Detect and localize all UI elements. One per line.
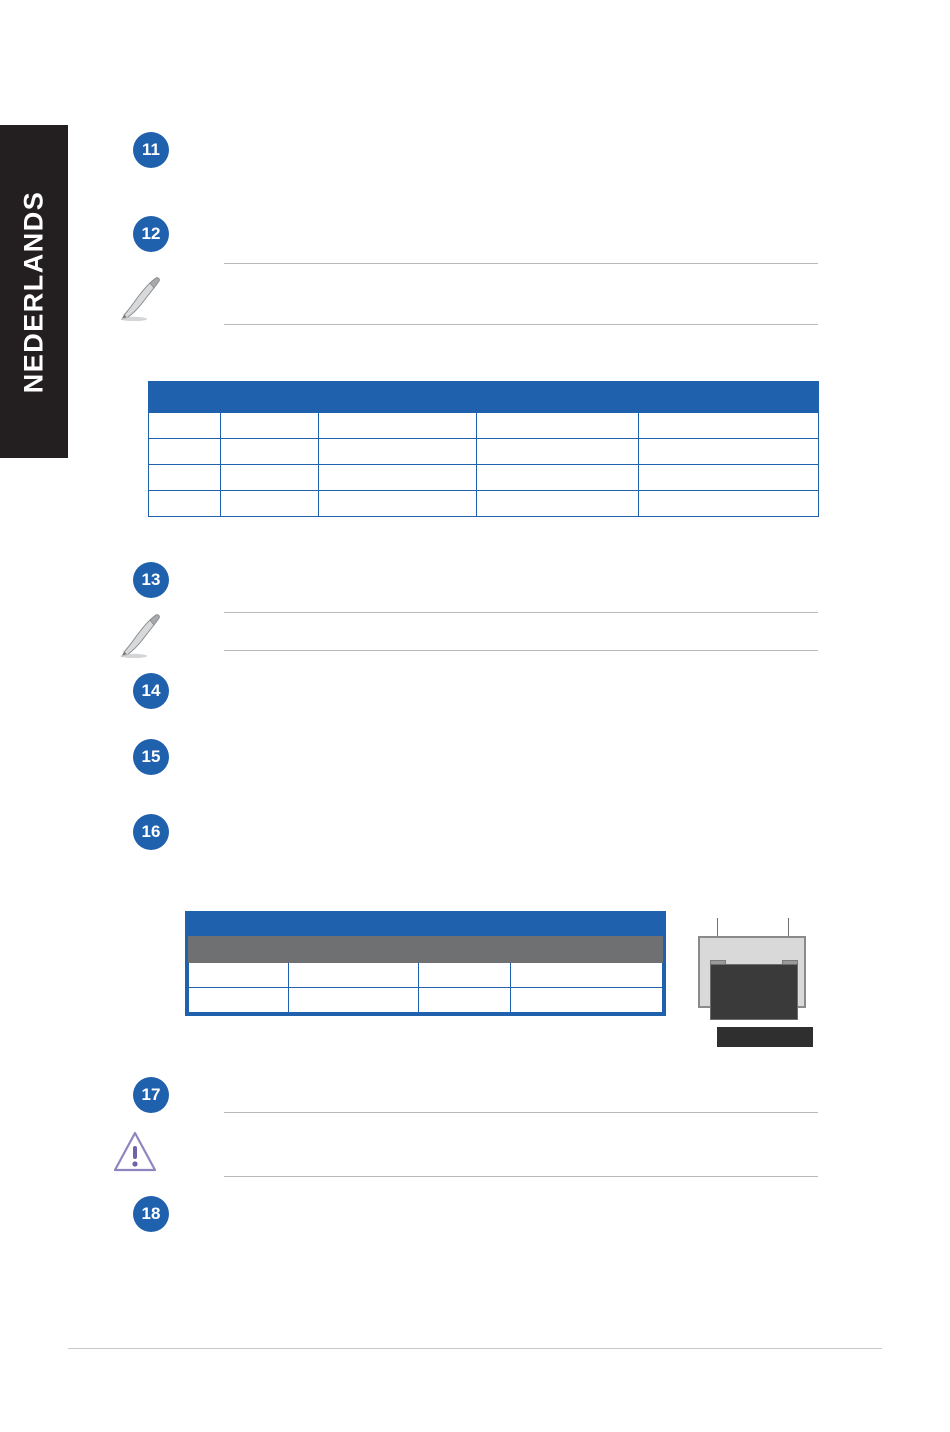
table-cell bbox=[289, 988, 419, 1013]
footer-divider bbox=[68, 1348, 882, 1349]
note-rule-top-2 bbox=[224, 612, 818, 613]
lan-port-opening bbox=[710, 964, 798, 1020]
table-row bbox=[189, 988, 663, 1013]
table-cell bbox=[477, 413, 639, 439]
step-bullet-17: 17 bbox=[133, 1077, 169, 1113]
table-cell bbox=[289, 936, 419, 963]
table-cell bbox=[419, 936, 511, 963]
step-bullet-18: 18 bbox=[133, 1196, 169, 1232]
table-cell bbox=[289, 963, 419, 988]
language-tab-label: NEDERLANDS bbox=[18, 190, 49, 393]
table-row bbox=[149, 439, 819, 465]
step-bullet-14: 14 bbox=[133, 673, 169, 709]
table-row bbox=[149, 491, 819, 517]
table-cell bbox=[477, 491, 639, 517]
warning-rule-top bbox=[224, 1112, 818, 1113]
table-cell bbox=[477, 439, 639, 465]
note-rule-top-1 bbox=[224, 263, 818, 264]
step-bullet-11: 11 bbox=[133, 132, 169, 168]
table-cell bbox=[221, 413, 319, 439]
pen-note-icon bbox=[118, 612, 162, 658]
warning-rule-bottom bbox=[224, 1176, 818, 1177]
pen-note-icon bbox=[118, 275, 162, 321]
table-cell bbox=[319, 413, 477, 439]
table-row bbox=[149, 465, 819, 491]
table-cell bbox=[477, 465, 639, 491]
table-audio-header bbox=[149, 382, 819, 413]
table-cell bbox=[221, 465, 319, 491]
table-cell bbox=[319, 439, 477, 465]
lan-port-illustration bbox=[698, 918, 808, 1008]
step-bullet-12: 12 bbox=[133, 216, 169, 252]
table-audio-config bbox=[148, 381, 819, 517]
table-cell bbox=[511, 936, 663, 963]
table-cell bbox=[221, 491, 319, 517]
table-cell bbox=[149, 465, 221, 491]
table-cell bbox=[221, 439, 319, 465]
table-cell bbox=[319, 465, 477, 491]
table-cell bbox=[639, 465, 819, 491]
table-cell bbox=[419, 963, 511, 988]
table-lan-led bbox=[188, 914, 663, 1013]
table-cell bbox=[511, 988, 663, 1013]
note-rule-bottom-2 bbox=[224, 650, 818, 651]
table-cell bbox=[189, 963, 289, 988]
lan-port-contact-bar bbox=[717, 1027, 813, 1047]
table-cell bbox=[639, 413, 819, 439]
table-cell bbox=[149, 491, 221, 517]
note-rule-bottom-1 bbox=[224, 324, 818, 325]
table-row bbox=[189, 963, 663, 988]
step-bullet-13: 13 bbox=[133, 562, 169, 598]
table-cell bbox=[511, 963, 663, 988]
table-cell bbox=[419, 988, 511, 1013]
table-cell bbox=[639, 439, 819, 465]
language-tab bbox=[0, 125, 68, 458]
table-row bbox=[149, 413, 819, 439]
warning-triangle-icon bbox=[112, 1130, 158, 1174]
step-bullet-16: 16 bbox=[133, 814, 169, 850]
table-lan-header-blue bbox=[189, 915, 663, 936]
table-cell bbox=[189, 988, 289, 1013]
table-cell bbox=[189, 936, 289, 963]
table-cell bbox=[149, 439, 221, 465]
table-cell bbox=[149, 413, 221, 439]
table-cell bbox=[319, 491, 477, 517]
table-cell bbox=[639, 491, 819, 517]
table-row bbox=[189, 936, 663, 963]
step-bullet-15: 15 bbox=[133, 739, 169, 775]
lan-port-body bbox=[698, 936, 806, 1008]
